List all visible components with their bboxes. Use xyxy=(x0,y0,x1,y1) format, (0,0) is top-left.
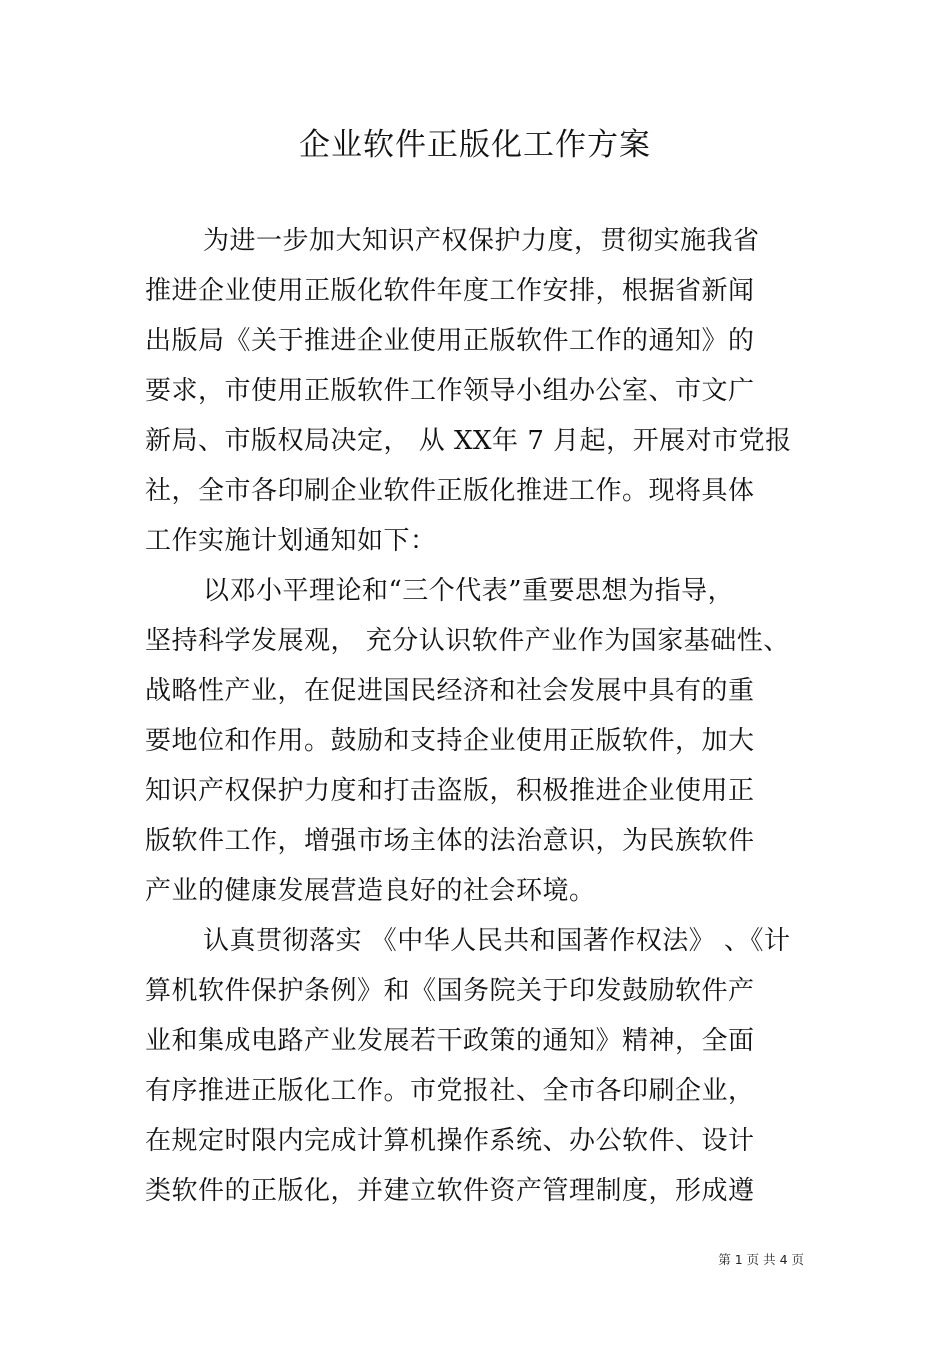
paragraph-3-line-6: 类软件的正版化，并建立软件资产管理制度，形成遵 xyxy=(145,1176,755,1206)
paragraph-2-line-7: 产业的健康发展营造良好的社会环境。 xyxy=(145,876,596,906)
paragraph-3-line-4: 有序推进正版化工作。市党报社、全市各印刷企业， xyxy=(145,1076,755,1106)
paragraph-3-line-3: 业和集成电路产业发展若干政策的通知》精神，全面 xyxy=(145,1026,755,1056)
paragraph-1-line-5: 新局、市版权局决定， 从 XX年 7 月起，开展对市党报 xyxy=(145,426,792,456)
paragraph-1-line-7: 工作实施计划通知如下： xyxy=(145,526,437,556)
paragraph-2-line-5: 知识产权保护力度和打击盗版，积极推进企业使用正 xyxy=(145,776,755,806)
paragraph-1-line-2: 推进企业使用正版化软件年度工作安排，根据省新闻 xyxy=(145,276,755,306)
paragraph-1-line-6: 社，全市各印刷企业软件正版化推进工作。现将具体 xyxy=(145,476,755,506)
paragraph-3-line-1: 认真贯彻落实 《中华人民共和国著作权法》 、《计 xyxy=(203,926,791,956)
paragraph-2-line-3: 战略性产业，在促进国民经济和社会发展中具有的重 xyxy=(145,676,755,706)
page-number-footer: 第 1 页 共 4 页 xyxy=(718,1252,804,1267)
paragraph-2-line-6: 版软件工作，增强市场主体的法治意识，为民族软件 xyxy=(145,826,755,856)
paragraph-1-line-4: 要求，市使用正版软件工作领导小组办公室、市文广 xyxy=(145,376,755,406)
document-title: 企业软件正版化工作方案 xyxy=(299,127,651,163)
paragraph-1-line-1: 为进一步加大知识产权保护力度，贯彻实施我省 xyxy=(203,226,760,256)
paragraph-3-line-2: 算机软件保护条例》和《国务院关于印发鼓励软件产 xyxy=(145,976,755,1006)
paragraph-2-line-2: 坚持科学发展观， 充分认识软件产业作为国家基础性、 xyxy=(145,626,790,656)
paragraph-1-line-3: 出版局《关于推进企业使用正版软件工作的通知》的 xyxy=(145,326,755,356)
paragraph-2-line-4: 要地位和作用。鼓励和支持企业使用正版软件，加大 xyxy=(145,726,755,756)
paragraph-3-line-5: 在规定时限内完成计算机操作系统、办公软件、设计 xyxy=(145,1126,755,1156)
paragraph-2-line-1: 以邓小平理论和“三个代表”重要思想为指导， xyxy=(203,576,735,606)
